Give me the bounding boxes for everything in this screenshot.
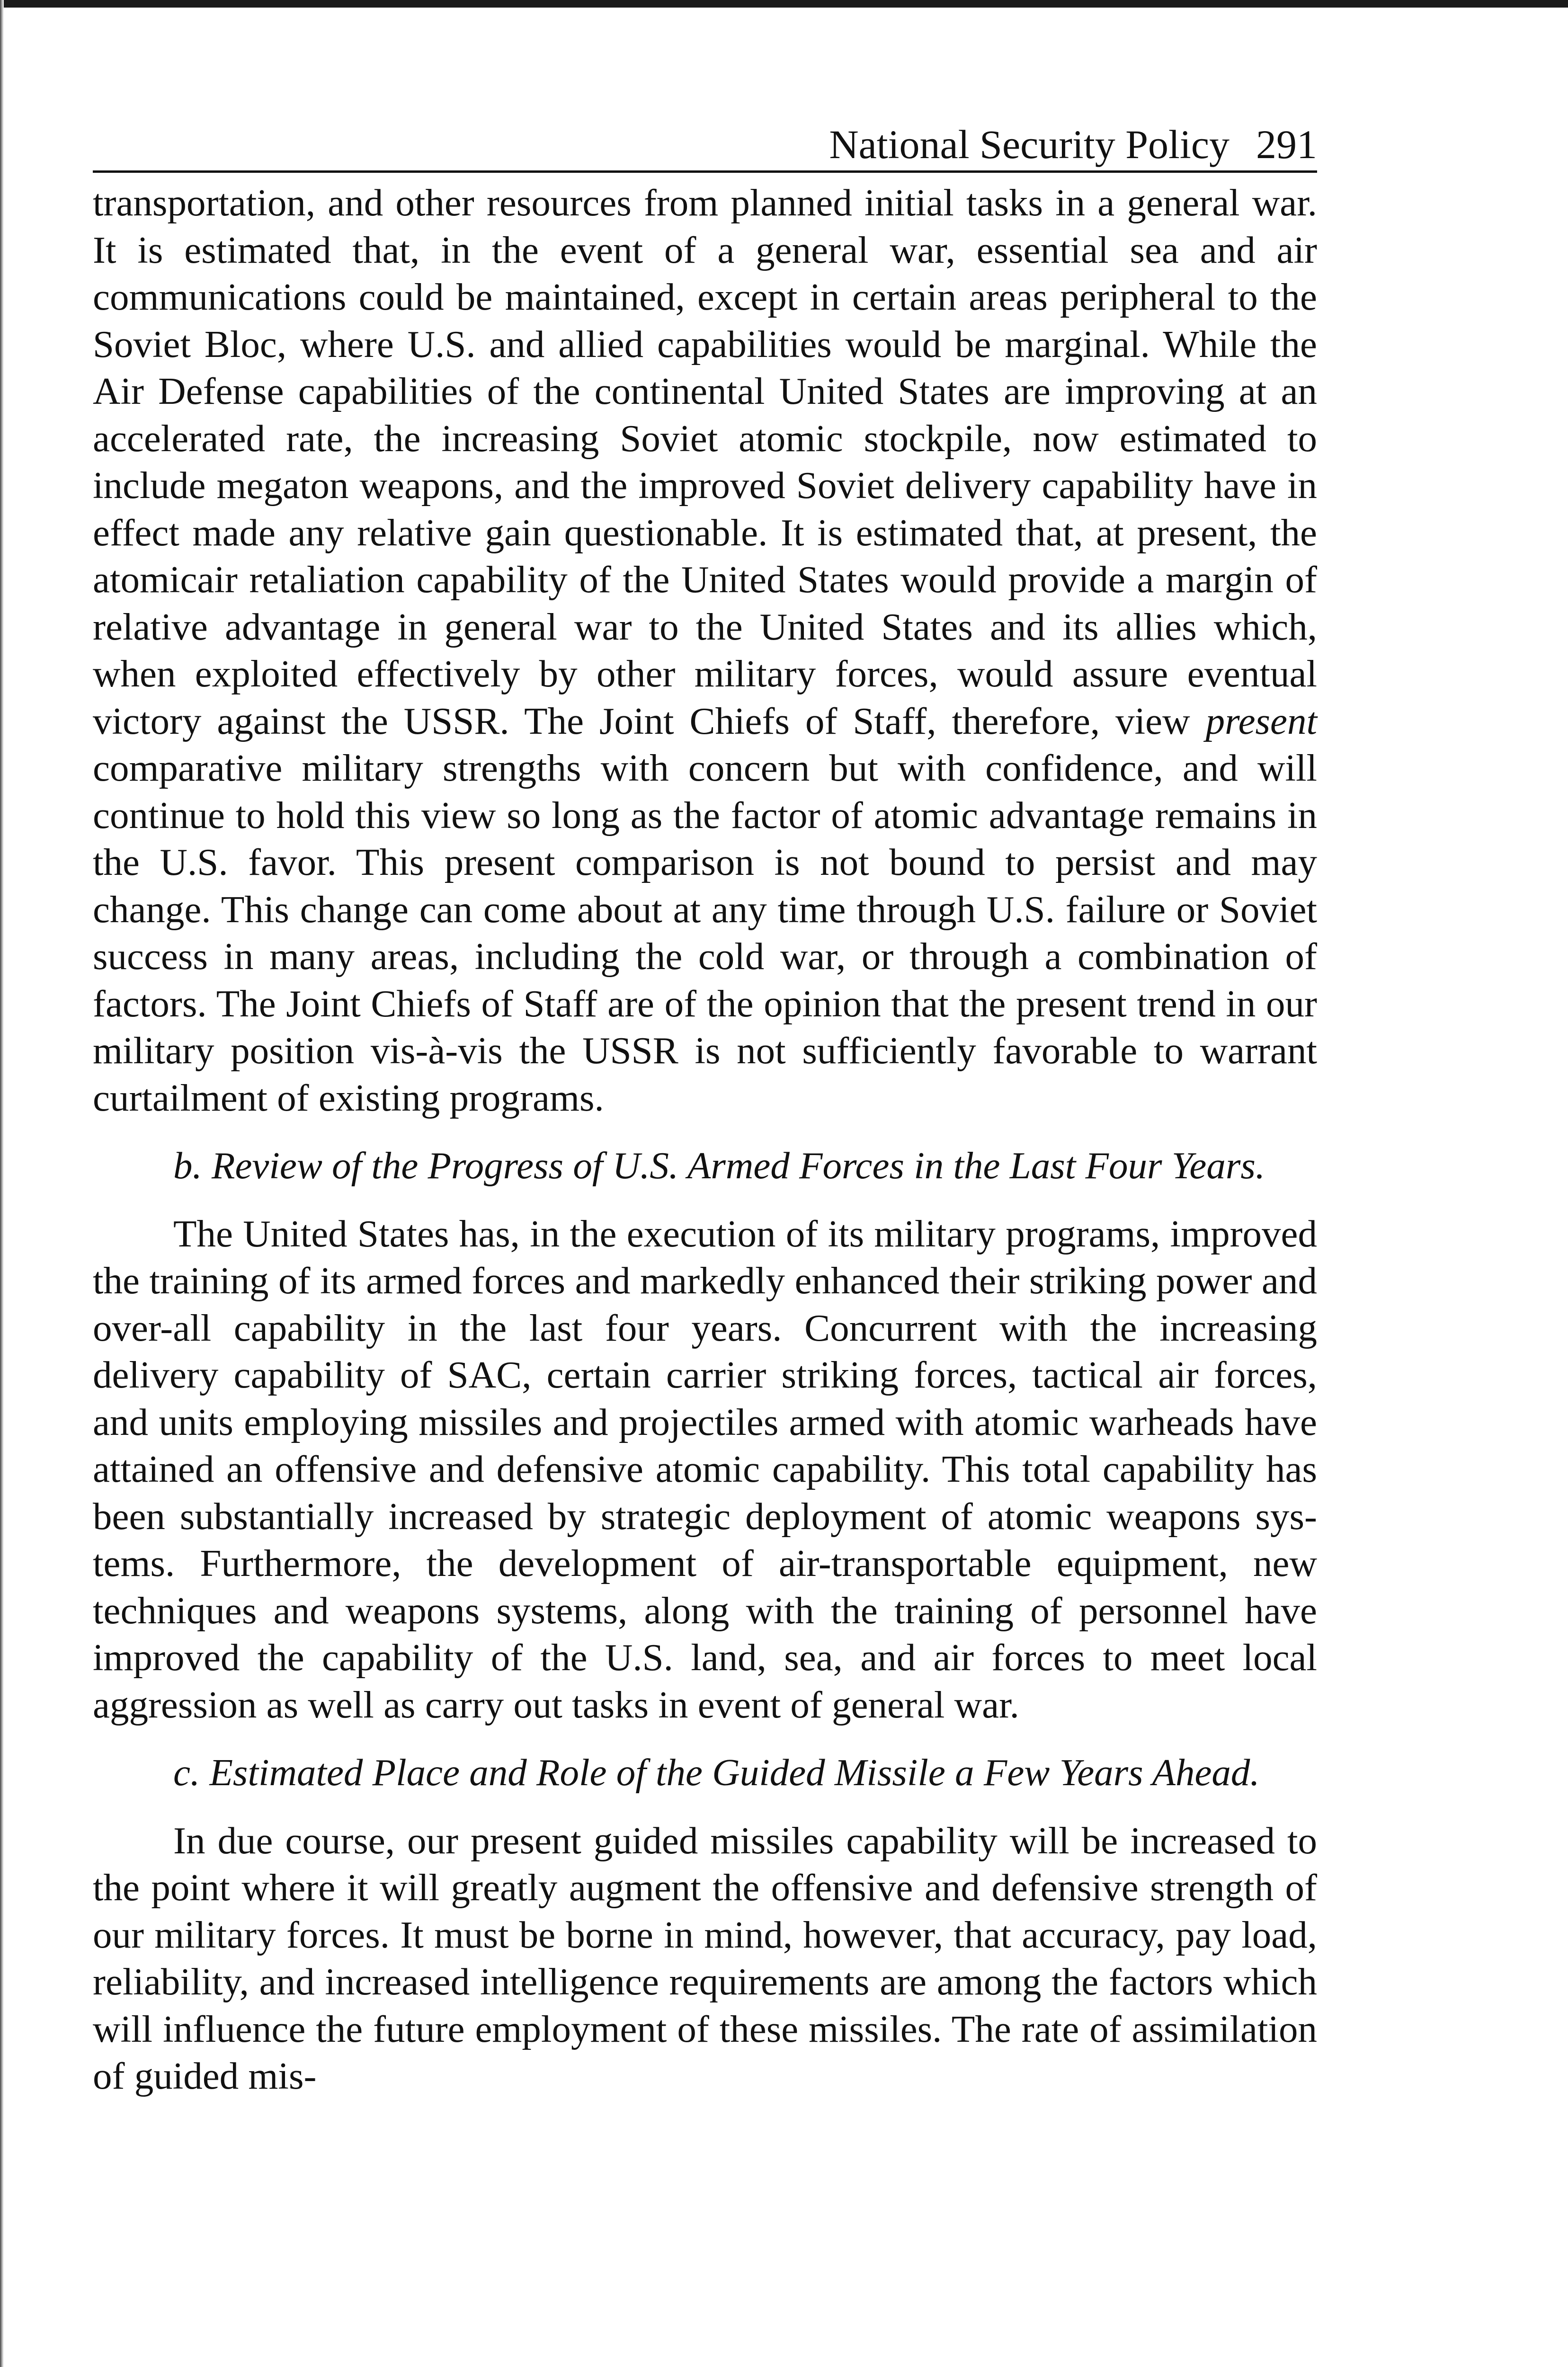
- page-body: [93, 179, 1317, 2100]
- paragraph-continued: [93, 179, 1317, 1121]
- paragraph-progress-of-forces: The United States has, in the execution of its military programs, improved the training of its armed forces and markedly enhanced their striking power and over-all capability in the last four years. Concurrent with the increasing delivery capability of SAC, certain carrier striking forces, tactical air forces, and units employing missiles and projectiles armed with atomic warheads have attained an offensive and defensive atomic capability. This total capability has been substantially increased by strategic deployment of atomic weapons systems. Furthermore, the development of air-transportable equipment, new techniques and weapons systems, along with the training of personnel have improved the capability of the U.S. land, sea, and air forces to meet local aggression as well as carry out tasks in event of general war.: [93, 1212, 1317, 1726]
- scan-top-border: [0, 0, 1568, 8]
- paragraph-1-text-a: transportation, and other resources from planned initial tasks in a general war. It is estimated that, in the event of a general war, essential sea and air communications could be maintained, except in certain areas peripheral to the Soviet Bloc, where U.S. and allied capabilities would be marginal. While the Air Defense capabilities of the continental United States are improving at an accelerated rate, the increasing Soviet atomic stockpile, now estimated to include megaton weapons, and the improved Soviet delivery capability have in effect made any relative gain questionable. It is estimated that, at present, the atomicair retaliation capability of the United States would provide a margin of relative advantage in general war to the United States and its allies which, when exploited effectively by other military forces, would assure eventual victory against the USSR. The Joint Chiefs of Staff, therefore, view: [93, 181, 1317, 742]
- running-head: [93, 118, 1317, 173]
- paragraph-1-text-b: comparative military strengths with concern but with confidence, and will continue to hold this view so long as the factor of atomic advantage remains in the U.S. favor. This present comparison is not bound to persist and may change. This change can come about at any time through U.S. failure or Soviet success in many areas, including the cold war, or through a combination of factors. The Joint Chiefs of Staff are of the opinion that the present trend in our military position vis-à-vis the USSR is not sufficiently favorable to warrant curtailment of existing programs.: [93, 747, 1317, 1119]
- paragraph-guided-missiles: In due course, our present guided missiles capability will be increased to the point where it will greatly augment the offensive and defensive strength of our military forces. It must be borne in mind, however, that accuracy, pay load, reliability, and increased intelligence requirements are among the factors which will influence the future employment of these missiles. The rate of assimilation of guided mis-: [93, 1819, 1317, 2097]
- page-number: 291: [1256, 122, 1317, 167]
- section-heading-c: c. Estimated Place and Role of the Guided Missile a Few Years Ahead.: [173, 1751, 1260, 1794]
- section-heading-b: b. Review of the Progress of U.S. Armed Forces in the Last Four Years.: [173, 1144, 1265, 1187]
- emphasis-present: present: [1205, 699, 1318, 742]
- book-page: [93, 118, 1317, 2100]
- running-head-title: National Security Policy: [829, 122, 1229, 167]
- scan-left-shadow: [0, 0, 4, 2367]
